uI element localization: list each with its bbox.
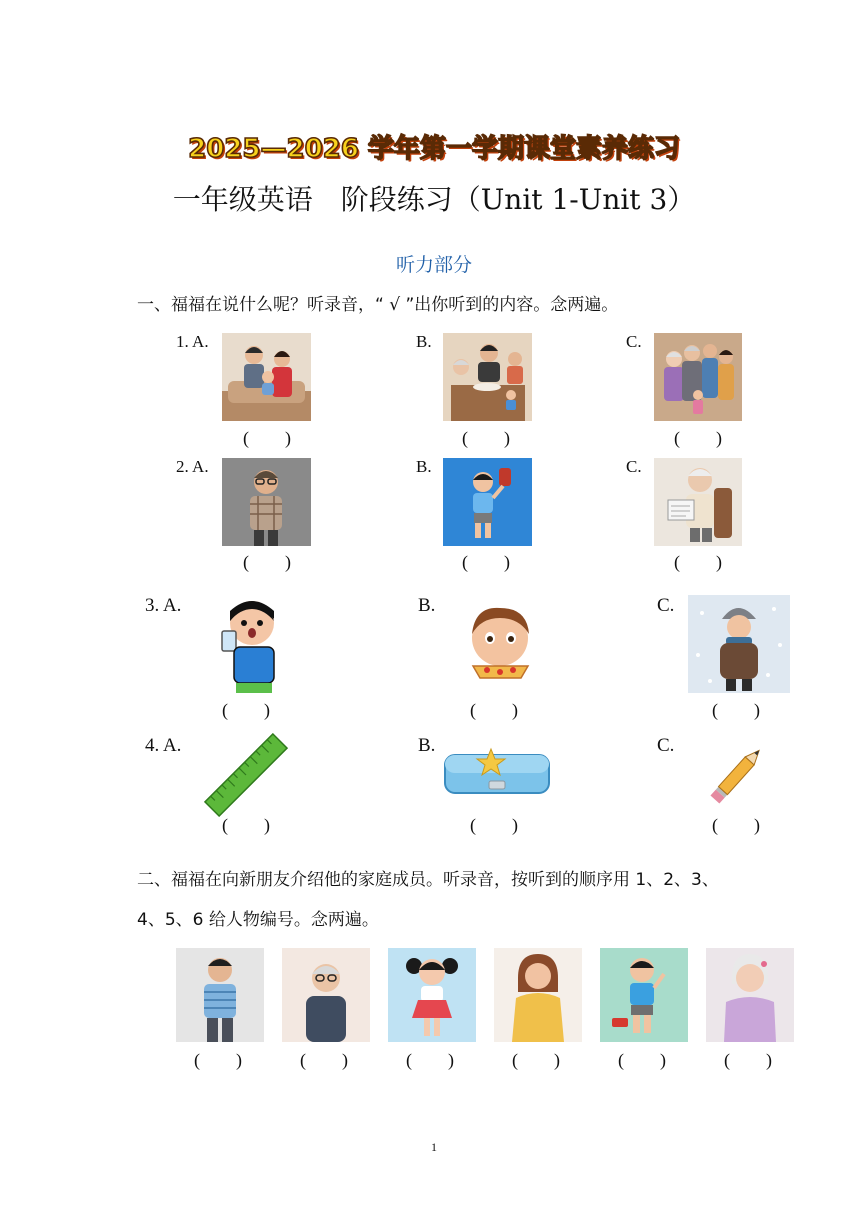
answer-blank-1c[interactable]: ( )	[674, 428, 722, 448]
q4-option-c: C.	[657, 735, 675, 756]
q1-option-b: B.	[416, 332, 432, 351]
father-icon	[176, 948, 264, 1042]
page-number: 1	[431, 1140, 437, 1154]
order-blank-mother[interactable]: ( )	[512, 1050, 560, 1070]
q1-label: 1. A.	[176, 332, 209, 351]
q2-option-c: C.	[626, 457, 642, 476]
order-blank-father[interactable]: ( )	[194, 1050, 242, 1070]
family-dinner-icon	[443, 333, 532, 421]
q2-label: 2. A.	[176, 457, 209, 476]
answer-blank-2a[interactable]: ( )	[243, 552, 291, 572]
q2-option-b: B.	[416, 457, 432, 476]
boy-cold-icon	[688, 595, 790, 693]
mother-icon	[494, 948, 582, 1042]
worksheet-banner: 2025—2026 学年第一学期课堂素养练习	[188, 134, 680, 164]
part2-instruction-line1: 二、福福在向新朋友介绍他的家庭成员。听录音，按听到的顺序用 1、2、3、	[137, 870, 719, 890]
order-blank-grandma[interactable]: ( )	[724, 1050, 772, 1070]
answer-blank-2c[interactable]: ( )	[674, 552, 722, 572]
q4-label: 4. A.	[145, 735, 182, 756]
girl-icon	[388, 948, 476, 1042]
order-blank-girl[interactable]: ( )	[406, 1050, 454, 1070]
pencil-case-icon	[441, 745, 553, 801]
answer-blank-4c[interactable]: ( )	[712, 815, 760, 835]
boy-icon	[600, 948, 688, 1042]
order-blank-boy[interactable]: ( )	[618, 1050, 666, 1070]
answer-blank-4b[interactable]: ( )	[470, 815, 518, 835]
boy-drinking-icon	[216, 597, 284, 693]
answer-blank-3b[interactable]: ( )	[470, 700, 518, 720]
grandpa-plaid-icon	[222, 458, 311, 546]
part1-instruction: 一、福福在说什么呢？听录音，“ √ ”出你听到的内容。念两遍。	[137, 295, 619, 315]
part2-instruction-line2: 4、5、6 给人物编号。念两遍。	[137, 910, 379, 930]
section-title: 听力部分	[395, 254, 472, 276]
order-blank-grandpa[interactable]: ( )	[300, 1050, 348, 1070]
ruler-icon	[204, 733, 288, 817]
family-group-icon	[654, 333, 742, 421]
answer-blank-3a[interactable]: ( )	[222, 700, 270, 720]
q3-option-c: C.	[657, 595, 675, 616]
grandpa-icon	[282, 948, 370, 1042]
q1-option-c: C.	[626, 332, 642, 351]
grandma-icon	[706, 948, 794, 1042]
answer-blank-1a[interactable]: ( )	[243, 428, 291, 448]
answer-blank-1b[interactable]: ( )	[462, 428, 510, 448]
answer-blank-3c[interactable]: ( )	[712, 700, 760, 720]
q3-label: 3. A.	[145, 595, 182, 616]
family-grandparents-icon	[222, 333, 311, 421]
answer-blank-4a[interactable]: ( )	[222, 815, 270, 835]
answer-blank-2b[interactable]: ( )	[462, 552, 510, 572]
worksheet-title: 一年级英语 阶段练习（Unit 1-Unit 3）	[172, 183, 696, 216]
q4-option-b: B.	[418, 735, 436, 756]
boy-toy-icon	[443, 458, 532, 546]
grandpa-reading-icon	[654, 458, 742, 546]
boy-pizza-icon	[463, 604, 538, 686]
pencil-icon	[708, 742, 766, 808]
q3-option-b: B.	[418, 595, 436, 616]
